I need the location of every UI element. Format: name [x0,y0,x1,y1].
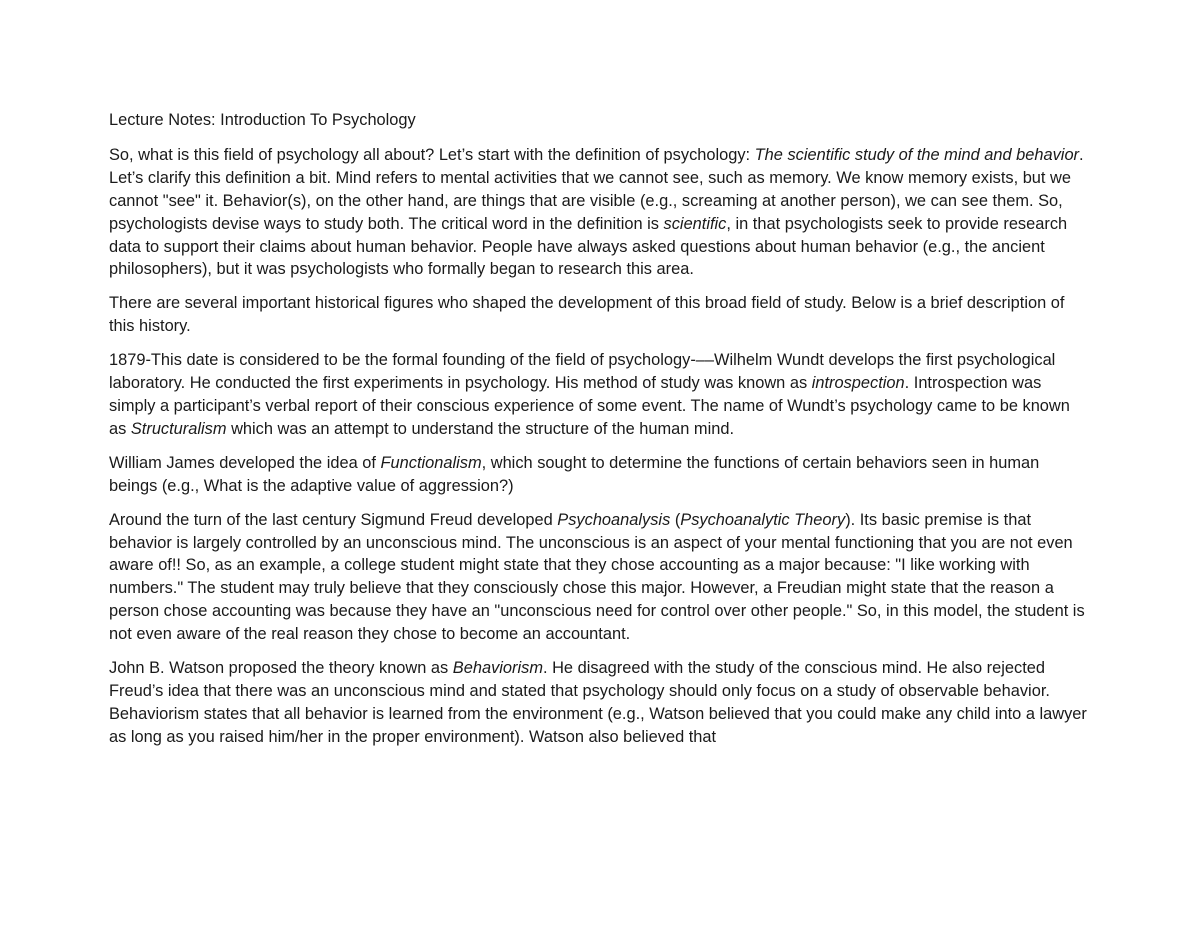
text-run: . He disagreed with the study of the conscious mind. He also rejected Freud’s idea that there was an unconscious mind and stated that psychology should only focus on a study of observable behavior. Behaviorism states that all behavior is learned from the environment (e.g., Watson believed that you could make any child into a lawyer as long as you raised him/her in the proper environment). Watson also believed that [109,659,1087,746]
text-run: ). Its basic premise is that behavior is largely controlled by an unconscious mind. The unconscious is an aspect of your mental functioning that you are not even aware of!! So, as an example, a college student might state that they chose accounting as a major because: "I like working with numbers." The student may truly believe that they consciously chose this major. However, a Freudian might state that the reason a person chose accounting was because they have an "unconscious need for control over other people." So, in this model, the student is not even aware of the real reason they chose to become an accountant. [109,510,1085,644]
text-run: Around the turn of the last century Sigmund Freud developed [109,510,558,529]
paragraph-history-intro: There are several important historical figures who shaped the development of this broad field of study. Below is a brief description of this history. [109,294,1065,336]
paragraph-definition [109,144,1089,281]
paragraph-freud [109,509,1089,646]
italic-definition: The scientific study of the mind and behavior [754,145,1080,164]
text-run: which was an attempt to understand the structure of the human mind. [226,419,734,438]
text-run: . Introspection was simply a participant’s verbal report of their conscious experience of some event. The name of Wundt’s psychology came to be known as [109,374,1070,438]
text-run: ( [670,510,681,529]
paragraph-watson [109,657,1089,749]
italic-term-structuralism: Structuralism [130,419,227,438]
italic-term-introspection: introspection [811,374,905,393]
document-title: Lecture Notes: Introduction To Psychology [109,111,416,129]
text-run: William James developed the idea of [109,453,381,472]
text-run: , in that psychologists seek to provide research data to support their claims about human behavior. People have always asked questions about human behavior (e.g., the ancient philosophers), but it was psychologists who formally began to research this area. [109,214,1068,279]
italic-term-scientific: scientific [663,214,727,233]
paragraph-wundt [109,349,1089,441]
italic-term-functionalism: Functionalism [380,453,482,472]
text-run: John B. Watson proposed the theory known as [109,659,453,678]
document-page [109,109,1089,760]
paragraph-james [109,452,1089,498]
italic-term-psychoanalytic-theory: Psychoanalytic Theory [680,510,846,529]
text-run: , which sought to determine the functions of certain behaviors seen in human beings (e.g., What is the adaptive value of aggression?) [109,453,1040,495]
text-run: . Let’s clarify this definition a bit. Mind refers to mental activities that we cannot see, such as memory. We know memory exists, but we cannot "see" it. Behavior(s), on the other hand, are things that are visible (e.g., screaming at another person), we can see them. So, psychologists devise ways to study both. The critical word in the definition is [109,145,1084,233]
text-run: 1879-This date is considered to be the formal founding of the field of psychology-––Wilhelm Wundt develops the first psychological laboratory. He conducted the first experiments in psychology. His method of study was known as [109,351,1056,393]
italic-term-psychoanalysis: Psychoanalysis [557,510,671,529]
italic-term-behaviorism: Behaviorism [452,659,543,678]
text-run: So, what is this field of psychology all about? Let’s start with the definition of psychology: [109,145,755,164]
